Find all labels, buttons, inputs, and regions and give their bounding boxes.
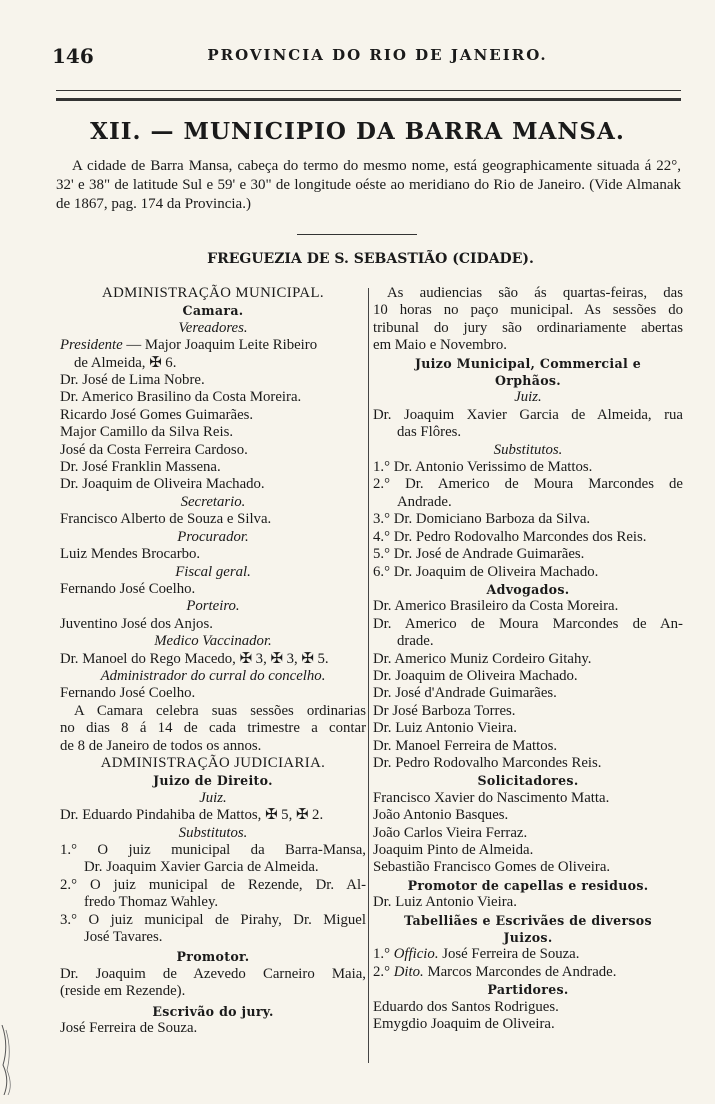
entry-office: Dito. [393,963,424,980]
list-item: Dr. Pedro Rodovalho Marcondes Reis. [373,754,602,771]
presidente-cont: de Almeida, ✠ 6. [74,354,177,371]
right-column [373,285,683,1033]
section-admin-judiciaria: ADMINISTRAÇÃO JUDICIARIA. [100,754,326,771]
note-line: 10 horas no paço municipal. As sessões do [373,302,683,319]
chapter-intro: A cidade de Barra Mansa, cabeça do termo do mesmo nome, está geographicamente situada á 22°, 32' e 38" de latitude Sul e 59' e 30" de longitude oéste ao meridiano do Rio de Janeiro. (Vide Almanak de 1867, pag. 174 da Provincia.) [56,158,681,212]
juiz-line: Dr. Joaquim Xavier Garcia de Almeida, rua [373,406,683,423]
heading-partidores: Partidores. [487,982,569,998]
parish-title: FREGUEZIA DE S. SEBASTIÃO (CIDADE). [207,251,534,267]
list-item-cont: Dr. Joaquim Xavier Garcia de Almeida. [84,859,319,876]
note-line: tribunal do jury são ordinariamente abertas [373,319,683,336]
heading-procurador: Procurador. [177,528,249,545]
heading-substitutos: Substitutos. [178,824,248,841]
list-item-cont: José Tavares. [84,929,163,946]
secretario-name: Francisco Alberto de Souza e Silva. [60,511,272,528]
page-binding-edge [0,1025,16,1095]
heading-solicitadores: Solicitadores. [477,773,579,789]
list-item: 4.° Dr. Pedro Rodovalho Marcondes dos Reis. [373,528,647,545]
short-rule [297,234,417,235]
list-item [373,964,683,981]
heading-advogados: Advogados. [486,581,570,597]
note-line: no dias 8 á 14 de cada trimestre a contar [60,720,366,737]
list-item-cont: drade. [397,633,434,650]
curral-name: Fernando José Coelho. [60,685,196,702]
heading-juiz: Juiz. [514,389,542,406]
tabelliaes-list [373,946,683,981]
promotor-line: (reside em Rezende). [60,983,186,1000]
list-item-cont: Andrade. [397,493,452,510]
entry-name: Marcos Marcondes de Andrade. [427,963,617,980]
list-item: Dr. José de Lima Nobre. [60,372,205,389]
list-item: 1.° O juiz municipal da Barra-Mansa, [60,842,366,858]
substitutos-list [60,842,366,946]
juiz-name: Dr. Eduardo Pindahiba de Mattos, ✠ 5, ✠ 2. [60,807,324,824]
substitutos-list [373,459,683,581]
note-line: em Maio e Novembro. [373,337,507,354]
list-item: Joaquim Pinto de Almeida. [373,842,534,858]
list-item: Dr. Americo de Moura Marcondes de An- [373,615,683,632]
running-head: PROVINCIA DO RIO DE JANEIRO. [207,46,548,64]
list-item: 2.° Dr. Americo de Moura Marcondes de [373,476,683,493]
list-item: Dr. Americo Muniz Cordeiro Gitahy. [373,650,592,667]
medico-name: Dr. Manoel do Rego Macedo, ✠ 3, ✠ 3, ✠ 5. [60,650,329,667]
list-item: Dr. Joaquim de Oliveira Machado. [373,667,578,684]
entry-number: 1.° [373,946,391,963]
left-column [60,285,366,1037]
note-line: As audiencias são ás quartas-feiras, das [387,285,683,301]
heading-curral: Administrador do curral do concelho. [100,667,326,684]
list-item: Sebastião Francisco Gomes de Oliveira. [373,859,611,876]
heading-tabelliaes-2: Juizos. [503,930,553,946]
heading-promotor: Promotor. [176,949,250,965]
list-item: 6.° Dr. Joaquim de Oliveira Machado. [373,563,599,580]
list-item: Dr. Joaquim de Oliveira Machado. [60,476,265,493]
heading-juiz: Juiz. [199,789,227,806]
column-divider [368,288,369,1063]
list-item: Dr. Manoel Ferreira de Mattos. [373,737,558,754]
heading-juizo-municipal-2: Orphãos. [494,373,561,389]
list-item: Eduardo dos Santos Rodrigues. [373,998,559,1015]
list-item: Major Camillo da Silva Reis. [60,424,234,441]
fiscal-name: Fernando José Coelho. [60,580,196,597]
list-item: 3.° O juiz municipal de Pirahy, Dr. Miguel [60,911,366,928]
list-item: 2.° O juiz municipal de Rezende, Dr. Al- [60,876,366,893]
partidores-list [373,999,683,1034]
list-item: João Antonio Basques. [373,807,509,824]
procurador-name: Luiz Mendes Brocarbo. [60,546,201,563]
promotor-line: Dr. Joaquim de Azevedo Carneiro Maia, [60,965,366,982]
heading-medico: Medico Vaccinador. [154,633,272,650]
heading-secretario: Secretario. [180,493,246,510]
note-line: A Camara celebra suas sessões ordinarias [74,702,366,719]
heading-camara: Camara. [182,303,244,319]
list-item: 3.° Dr. Domiciano Barboza da Silva. [373,511,591,528]
porteiro-name: Juventino José dos Anjos. [60,615,213,632]
list-item: Dr. José Franklin Massena. [60,459,221,476]
chapter-title: XII. — MUNICIPIO DA BARRA MANSA. [90,118,625,145]
presidente-label: Presidente [60,337,123,354]
list-item: Dr. Americo Brasilino da Costa Moreira. [60,389,302,406]
list-item: Ricardo José Gomes Guimarães. [60,406,254,423]
promotor-capellas-name: Dr. Luiz Antonio Vieira. [373,894,517,911]
heading-substitutos: Substitutos. [493,441,563,458]
presidente-text: — Major Joaquim Leite Ribeiro [122,337,318,354]
entry-number: 2.° [373,963,391,980]
list-item-cont: fredo Thomaz Wahley. [84,894,219,911]
solicitadores-list [373,790,683,877]
list-item: 1.° Dr. Antonio Verissimo de Mattos. [373,459,593,476]
advogados-list [373,598,683,772]
header-rule [56,90,681,101]
entry-name: José Ferreira de Souza. [442,946,580,963]
vereadores-list [60,372,366,494]
section-admin-municipal: ADMINISTRAÇÃO MUNICIPAL. [102,285,324,301]
heading-juizo-municipal: Juizo Municipal, Commercial e [414,355,642,371]
juiz-line-cont: das Flôres. [397,424,462,441]
list-item: Dr. Luiz Antonio Vieira. [373,720,517,737]
heading-fiscal: Fiscal geral. [175,563,251,580]
entry-office: Officio. [393,946,439,963]
camara-note [60,703,366,755]
note-line: de 8 de Janeiro de todos os annos. [60,737,262,754]
list-item [373,946,683,963]
list-item: Dr José Barboza Torres. [373,702,516,719]
list-item: Francisco Xavier do Nascimento Matta. [373,789,610,806]
heading-vereadores: Vereadores. [178,319,248,336]
list-item: José da Costa Ferreira Cardoso. [60,441,248,458]
heading-escrivao-jury: Escrivão do jury. [152,1003,274,1019]
list-item: João Carlos Vieira Ferraz. [373,824,528,841]
list-item: Dr. Americo Brasileiro da Costa Moreira. [373,598,619,615]
heading-tabelliaes: Tabelliães e Escrivães de diversos [404,912,652,928]
audiencias-note [373,285,683,355]
list-item: 5.° Dr. José de Andrade Guimarães. [373,546,585,563]
heading-promotor-capellas: Promotor de capellas e residuos. [407,877,649,893]
page-number: 146 [52,44,94,68]
presidente-entry [60,337,366,354]
list-item: Emygdio Joaquim de Oliveira. [373,1016,555,1033]
list-item: Dr. José d'Andrade Guimarães. [373,685,557,702]
heading-juizo-direito: Juizo de Direito. [153,773,273,789]
escrivao-name: José Ferreira de Souza. [60,1020,198,1037]
heading-porteiro: Porteiro. [186,598,240,615]
